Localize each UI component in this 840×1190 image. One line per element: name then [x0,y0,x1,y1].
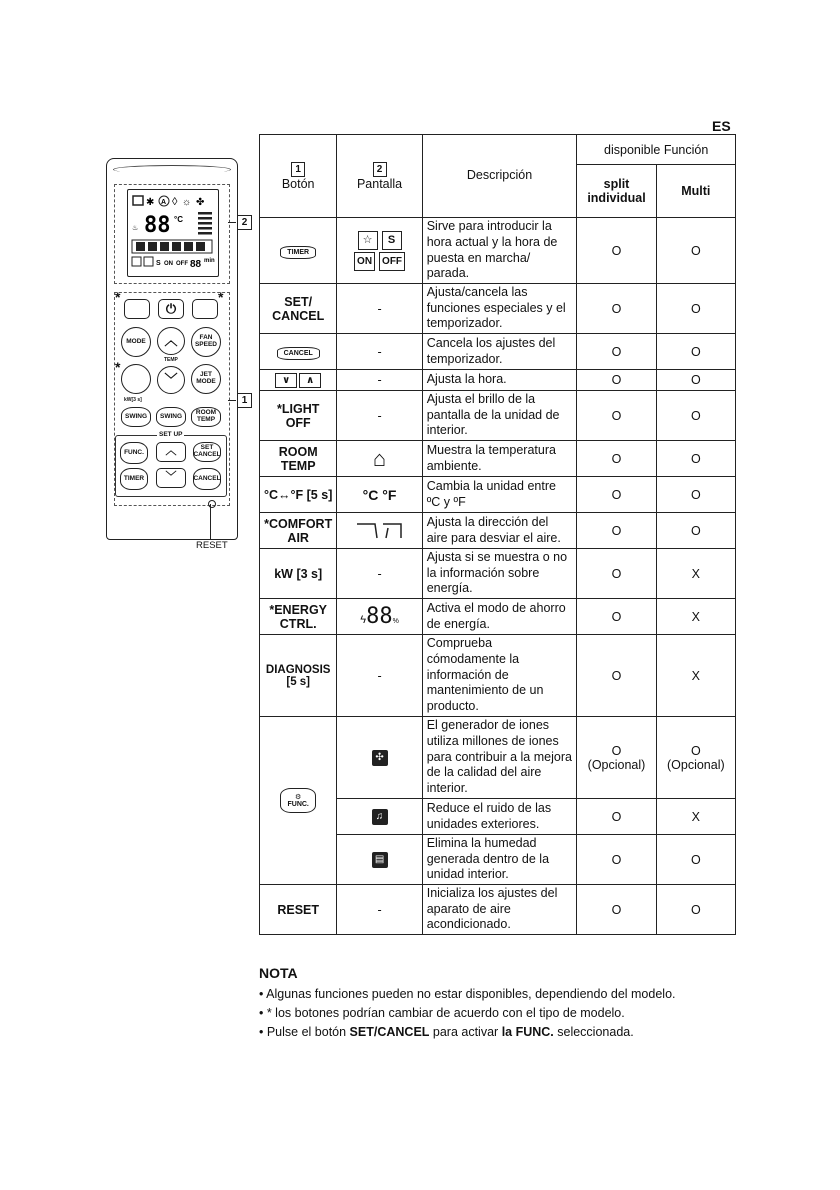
split-cell: O [577,799,656,835]
number-box: 2 [373,162,387,177]
auto-clean-icon: ▤ [372,852,388,868]
light-off-button[interactable] [124,299,150,319]
split-cell: O [577,284,656,334]
multi-cell: O [656,391,735,441]
display-cell: - [337,549,422,599]
clock-star-icon: ☆ [358,231,378,250]
description-cell: Sirve para introducir la hora actual y la hora de puesta en marcha/ parada. [422,218,577,284]
timer-icon: TIMER [280,246,316,259]
room-thermometer-icon: ⌂ [372,445,387,471]
table-row [260,513,736,549]
button-cell [260,370,337,391]
display-cell [337,799,422,835]
swing-horizontal-button[interactable] [156,407,186,427]
svg-text:88: 88 [144,213,171,238]
notes-title: NOTA [259,965,298,981]
description-cell: Cancela los ajustes del temporizador. [422,334,577,370]
button-cell: SET/ CANCEL [260,284,337,334]
table-row [260,599,736,635]
display-cell [337,513,422,549]
cancel-button[interactable] [193,468,221,490]
chevron-down-icon: ﹀ [164,372,178,388]
multi-cell: O [656,513,735,549]
multi-cell: X [656,599,735,635]
timer-button[interactable] [120,468,148,490]
off-display: OFF [379,252,405,271]
button-cell [260,218,337,284]
description-cell: Elimina la humedad generada dentro de la unidad interior. [422,835,577,885]
display-cell: - [337,391,422,441]
remote-control [106,158,238,540]
display-cell [337,599,422,635]
fan-speed-label: FAN SPEED [194,334,218,348]
button-cell [260,717,337,885]
jet-mode-label: JET MODE [196,371,216,385]
svg-text:◊: ◊ [172,196,178,208]
availability-header: disponible Función [577,135,736,165]
note-text: seleccionada. [553,1025,634,1039]
col-button-label: Botón [281,177,315,191]
svg-text:min: min [204,258,215,264]
description-cell: Ajusta/cancela las funciones especiales y el temporizador. [422,284,577,334]
percent-sign: % [392,618,399,625]
description-cell: Ajusta si se muestra o no la información sobre energía. [422,549,577,599]
multi-cell: X [656,799,735,835]
svg-text:88: 88 [190,259,202,270]
description-cell: Muestra la temperatura ambiente. [422,441,577,477]
col-split-header: split individual [577,165,656,218]
display-cell: - [337,370,422,391]
split-cell: O [577,477,656,513]
multi-cell: X [656,549,735,599]
col-multi-header: Multi [656,165,735,218]
multi-cell: O [656,477,735,513]
svg-text:S: S [156,260,161,267]
power-icon: ⏻ [165,301,177,317]
swing-label: SWING [124,412,148,420]
s-display: S [382,231,402,250]
chevron-up-icon: ︿ [165,445,177,458]
description-cell: Inicializa los ajustes del aparato de aire acondicionado. [422,885,577,935]
col-display-header [337,135,422,218]
display-cell: - [337,635,422,717]
display-cell: - [337,334,422,370]
comfort-air-icon [355,518,405,540]
number-box: 1 [291,162,305,177]
func-label: FUNC. [287,801,309,808]
fan-speed-button[interactable] [191,327,221,357]
button-cell: DIAGNOSIS [5 s] [260,635,337,717]
display-cell: - [337,284,422,334]
description-cell: Cambia la unidad entre ºC y ºF [422,477,577,513]
display-cell: °C °F [337,477,422,513]
note-text: • Pulse el botón [259,1025,350,1039]
callout-leader [228,400,236,401]
energy-digits: 88 [366,604,393,629]
temp-up-button[interactable] [157,327,185,355]
ionizer-icon: ✣ [372,750,388,766]
swing-vertical-button[interactable] [121,407,151,427]
on-display: ON [354,252,375,271]
down-button[interactable] [156,468,186,488]
svg-text:OFF: OFF [176,261,188,267]
svg-text:✱: ✱ [146,197,155,208]
multi-cell: O [656,370,735,391]
star-marker: * [115,289,121,305]
button-cell: RESET [260,885,337,935]
multi-cell: O [656,334,735,370]
table-row [260,284,736,334]
split-cell: O [577,635,656,717]
reset-label: RESET [196,540,228,551]
display-cell [337,441,422,477]
power-button[interactable] [158,299,184,319]
note-text: para activar [429,1025,502,1039]
table-row [260,370,736,391]
button-cell: ROOM TEMP [260,441,337,477]
display-cell: - [337,885,422,935]
mode-button[interactable] [121,327,151,357]
description-cell: Activa el modo de ahorro de energía. [422,599,577,635]
button-cell: *ENERGY CTRL. [260,599,337,635]
svg-text:°C: °C [174,215,183,224]
col-button-header [260,135,337,218]
comfort-air-button[interactable] [192,299,218,319]
table-row [260,391,736,441]
table-row [260,218,736,284]
temp-down-button[interactable] [157,366,185,394]
table-row [260,477,736,513]
chevron-down-icon: ﹀ [165,471,177,484]
note-bold: la FUNC. [501,1025,554,1039]
timer-label: TIMER [123,474,145,482]
temp-label: TEMP [164,357,178,363]
button-cell: *LIGHT OFF [260,391,337,441]
energy-icon: ϟ [360,614,367,626]
split-cell: O [577,370,656,391]
split-cell: O [577,218,656,284]
display-cell [337,717,422,799]
split-cell: O (Opcional) [577,717,656,799]
description-cell: Ajusta la dirección del aire para desviar el aire. [422,513,577,549]
energy-ctrl-button[interactable] [121,364,151,394]
multi-cell: O [656,218,735,284]
mode-label: MODE [126,337,146,345]
display-cell [337,218,422,284]
chevron-down-icon: ∨ [275,373,297,388]
up-button[interactable] [156,442,186,462]
col-description-header: Descripción [422,135,577,218]
multi-cell: O [656,441,735,477]
func-icon [280,788,315,813]
kw-label: kW[3 s] [124,397,142,403]
button-cell: °C↔°F [5 s] [260,477,337,513]
star-marker: * [115,359,121,375]
function-table [259,134,736,935]
low-noise-icon: ♫ [372,809,388,825]
col-display-label: Pantalla [356,177,403,191]
cancel-label: CANCEL [193,474,221,482]
lcd-display [127,189,219,277]
note-bold: SET/CANCEL [349,1025,430,1039]
notes-section [259,965,676,1044]
note-line: • Algunas funciones pueden no estar disponibles, dependiendo del modelo. [259,987,676,1001]
gear-icon: ⚙ [295,794,302,801]
table-row [260,549,736,599]
multi-cell: O (Opcional) [656,717,735,799]
description-cell: Ajusta el brillo de la pantalla de la unidad de interior. [422,391,577,441]
split-cell: O [577,885,656,935]
set-cancel-button[interactable] [193,442,221,462]
svg-text:A: A [161,199,167,206]
split-cell: O [577,391,656,441]
button-cell: *COMFORT AIR [260,513,337,549]
table-row [260,717,736,799]
table-row [260,885,736,935]
note-line: • * los botones podrían cambiar de acuerdo con el tipo de modelo. [259,1006,625,1020]
table-header-row [260,135,736,165]
description-cell: El generador de iones utiliza millones de iones para contribuir a la mejora de la calidad del aire interior. [422,717,577,799]
button-cell [260,334,337,370]
split-cell: O [577,441,656,477]
description-cell: Reduce el ruido de las unidades exteriores. [422,799,577,835]
swing-label: SWING [159,412,183,420]
multi-cell: O [656,284,735,334]
cancel-icon: CANCEL [277,347,320,360]
setup-label: SET UP [159,431,183,438]
svg-text:ON: ON [164,261,173,267]
split-cell: O [577,599,656,635]
svg-text:☼: ☼ [182,197,192,208]
table-row [260,635,736,717]
remote-top-edge [113,165,231,174]
table-row [260,441,736,477]
svg-text:♨: ♨ [132,225,139,232]
func-label: FUNC. [124,448,144,456]
split-cell: O [577,513,656,549]
split-cell: O [577,334,656,370]
chevron-up-icon: ∧ [299,373,321,388]
callout-display: 2 [237,215,252,230]
svg-text:✤: ✤ [196,197,205,208]
split-cell: O [577,549,656,599]
func-button[interactable] [120,442,148,464]
display-cell [337,835,422,885]
split-cell: O [577,835,656,885]
star-marker: * [218,289,224,305]
reset-leader [210,504,211,540]
language-code: ES [712,118,731,134]
jet-mode-button[interactable] [191,364,221,394]
description-cell: Comprueba cómodamente la información de mantenimiento de un producto. [422,635,577,717]
callout-leader [228,222,236,223]
callout-buttons: 1 [237,393,252,408]
multi-cell: O [656,835,735,885]
chevron-up-icon: ︿ [164,333,178,349]
multi-cell: X [656,635,735,717]
lcd-icons [128,190,218,276]
set-cancel-label: SET CANCEL [193,444,221,458]
multi-cell: O [656,885,735,935]
note-line [259,1025,676,1039]
button-cell: kW [3 s] [260,549,337,599]
table-row [260,334,736,370]
room-temp-label: ROOM TEMP [195,409,217,423]
description-cell: Ajusta la hora. [422,370,577,391]
room-temp-button[interactable] [191,407,221,427]
